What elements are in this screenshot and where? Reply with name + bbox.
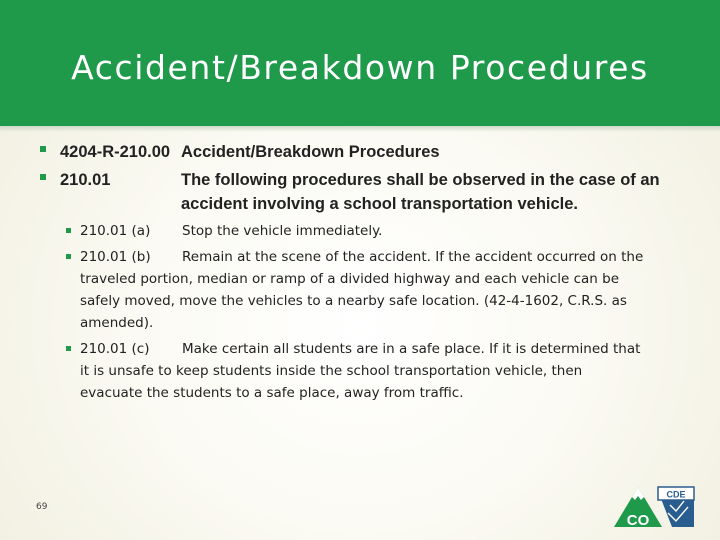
level1-text: accident involving a school transportation vehicle. — [181, 195, 579, 213]
level2-line: safely moved, move the vehicles to a nearby safe location. (42-4-1602, C.R.S. as — [80, 293, 627, 309]
level2-code: 210.01 (b) — [80, 249, 151, 265]
bullet-marker — [66, 346, 71, 351]
level2-line: it is unsafe to keep students inside the school transportation vehicle, then — [80, 363, 583, 379]
logo-main-text: CO — [626, 512, 650, 529]
level2-line: amended). — [80, 315, 154, 331]
level2-code: 210.01 (c) — [80, 341, 150, 357]
level1-text: The following procedures shall be observed in the case of an — [181, 171, 660, 189]
logo-top-text: CDE — [666, 489, 686, 500]
bullet-marker — [66, 254, 71, 259]
header-band — [0, 0, 720, 126]
header-divider — [0, 126, 720, 132]
level2-line: Remain at the scene of the accident. If the accident occurred on the — [182, 249, 644, 265]
level2-line: evacuate the students to a safe place, away from traffic. — [80, 385, 464, 401]
level1-code: 210.01 — [60, 171, 111, 189]
level1-text: Accident/Breakdown Procedures — [181, 143, 440, 161]
bullet-marker — [66, 228, 71, 233]
bullet-marker — [40, 174, 46, 180]
level2-line: traveled portion, median or ramp of a divided highway and each vehicle can be — [80, 271, 619, 287]
level1-code: 4204-R-210.00 — [60, 143, 171, 161]
bullet-marker — [40, 146, 46, 152]
level2-line: Stop the vehicle immediately. — [182, 223, 383, 239]
level2-code: 210.01 (a) — [80, 223, 151, 239]
slide-title: Accident/Breakdown Procedures — [71, 48, 649, 87]
cde-colorado-logo — [612, 483, 696, 531]
level2-line: Make certain all students are in a safe place. If it is determined that — [182, 341, 641, 357]
page-number: 69 — [36, 502, 48, 512]
